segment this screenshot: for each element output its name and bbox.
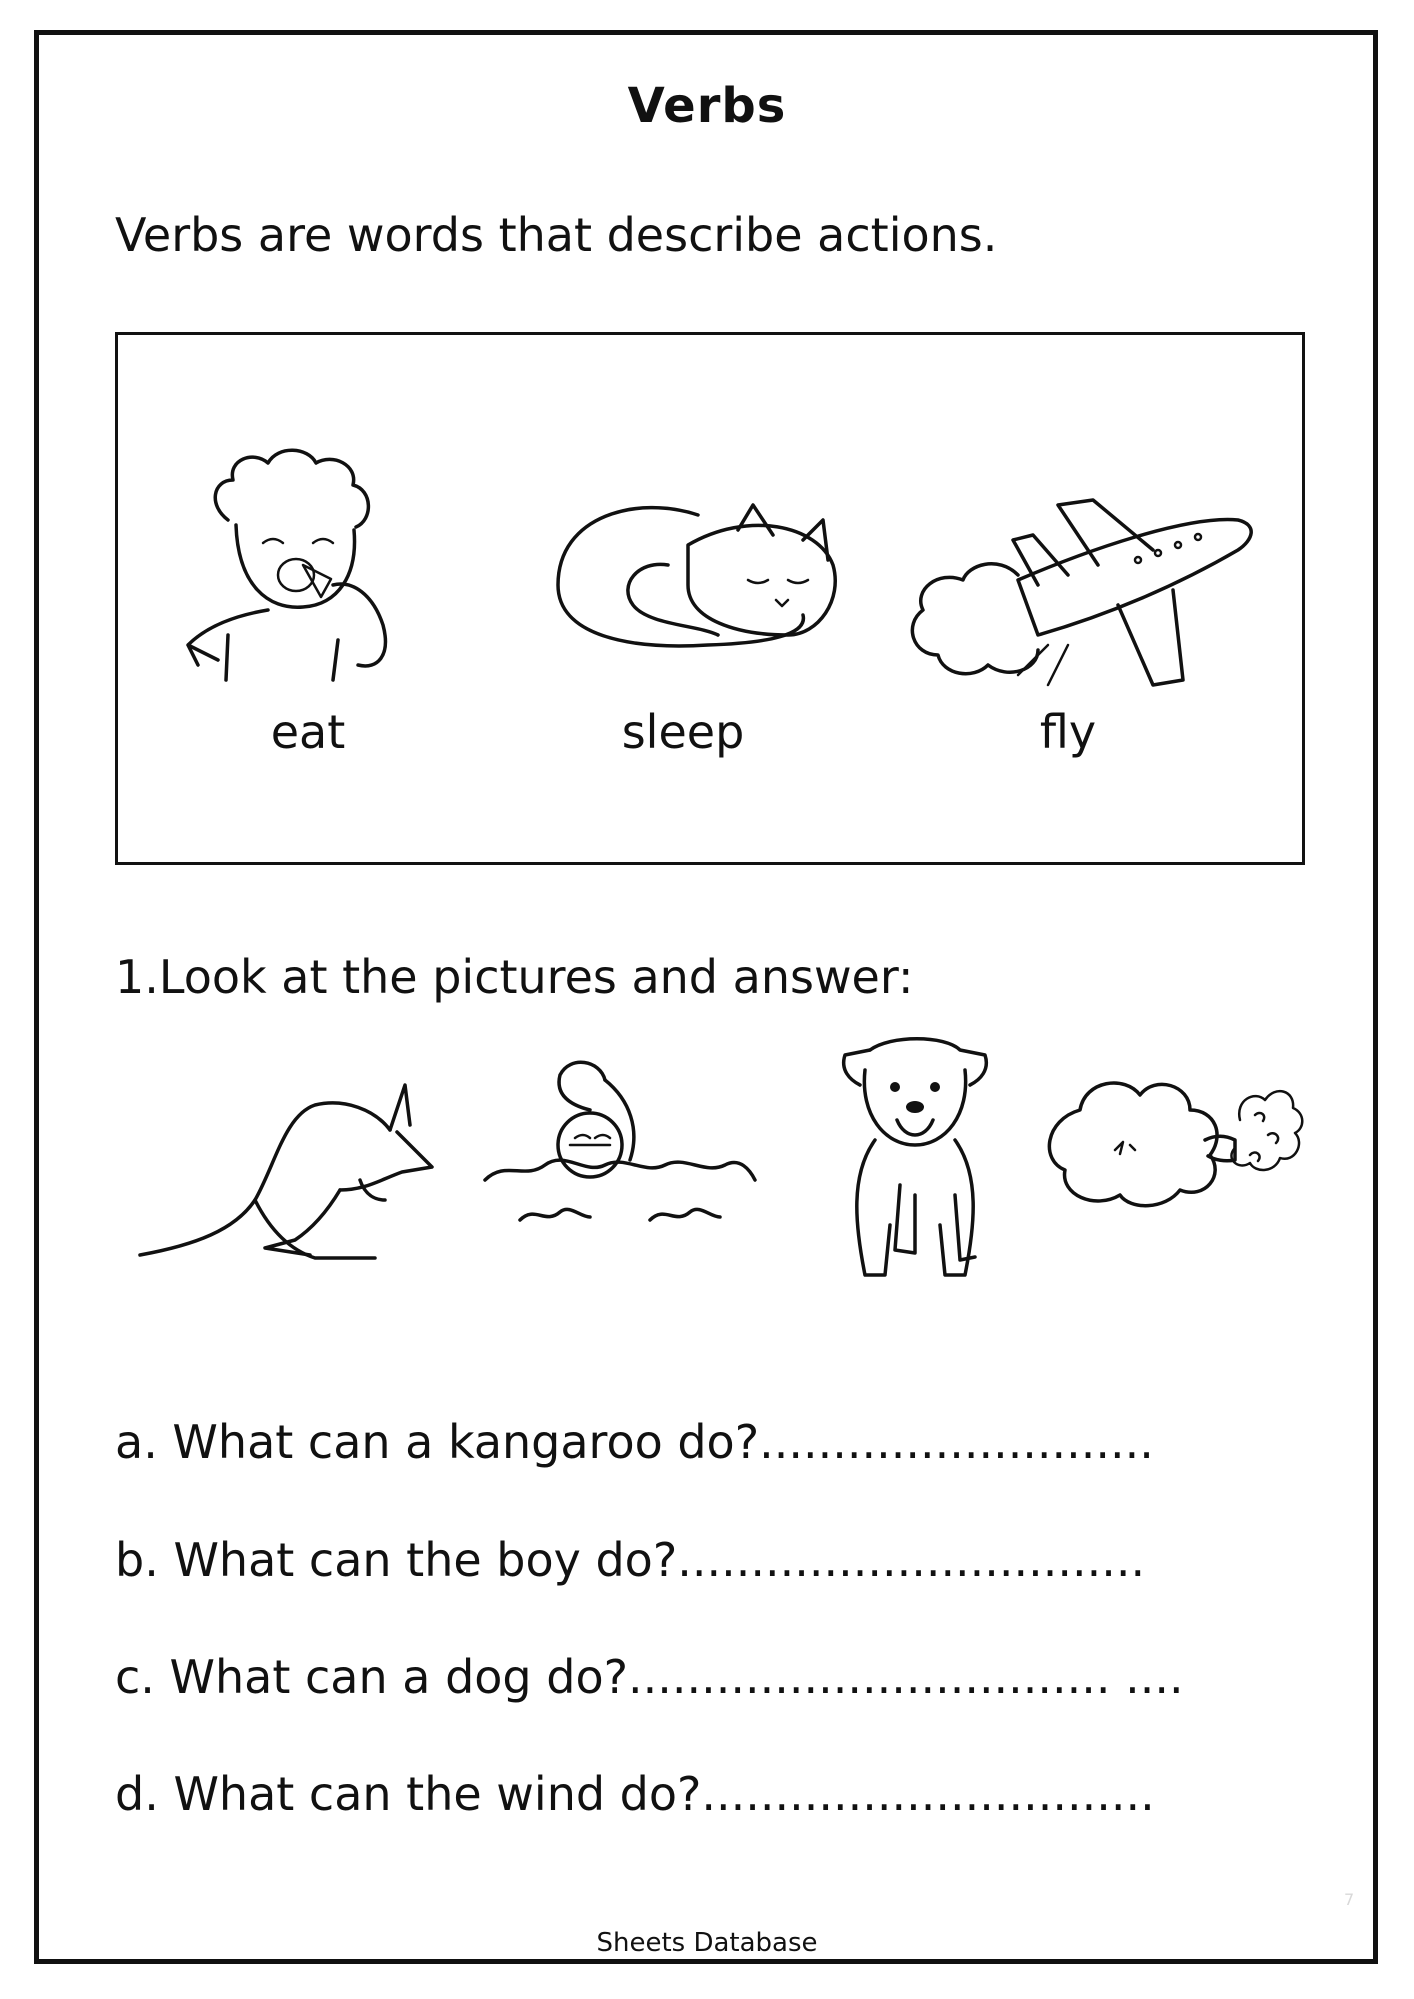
dog-icon bbox=[835, 1025, 995, 1285]
page-number: 7 bbox=[1344, 1890, 1355, 1909]
kangaroo-icon bbox=[135, 1070, 435, 1265]
question-a: a. What can a kangaroo do?........................... bbox=[115, 1415, 1154, 1469]
example-word-eat: eat bbox=[270, 705, 346, 759]
example-word-fly: fly bbox=[1039, 705, 1097, 759]
question-b: b. What can the boy do?................................ bbox=[115, 1533, 1146, 1587]
question-d: d. What can the wind do?............................... bbox=[115, 1767, 1155, 1821]
swimmer-icon bbox=[480, 1050, 760, 1230]
airplane-icon bbox=[908, 495, 1268, 695]
task-instruction: 1.Look at the pictures and answer: bbox=[115, 950, 914, 1004]
intro-text: Verbs are words that describe actions. bbox=[115, 208, 998, 262]
footer-text: Sheets Database bbox=[596, 1928, 818, 1958]
examples-box bbox=[115, 332, 1305, 865]
boy-eating-icon bbox=[168, 435, 438, 685]
cat-sleeping-icon bbox=[548, 485, 848, 665]
wind-cloud-icon bbox=[1040, 1060, 1300, 1220]
question-c: c. What can a dog do?................................. .... bbox=[115, 1650, 1184, 1704]
worksheet-title: Verbs bbox=[627, 78, 787, 134]
example-word-sleep: sleep bbox=[621, 705, 745, 759]
